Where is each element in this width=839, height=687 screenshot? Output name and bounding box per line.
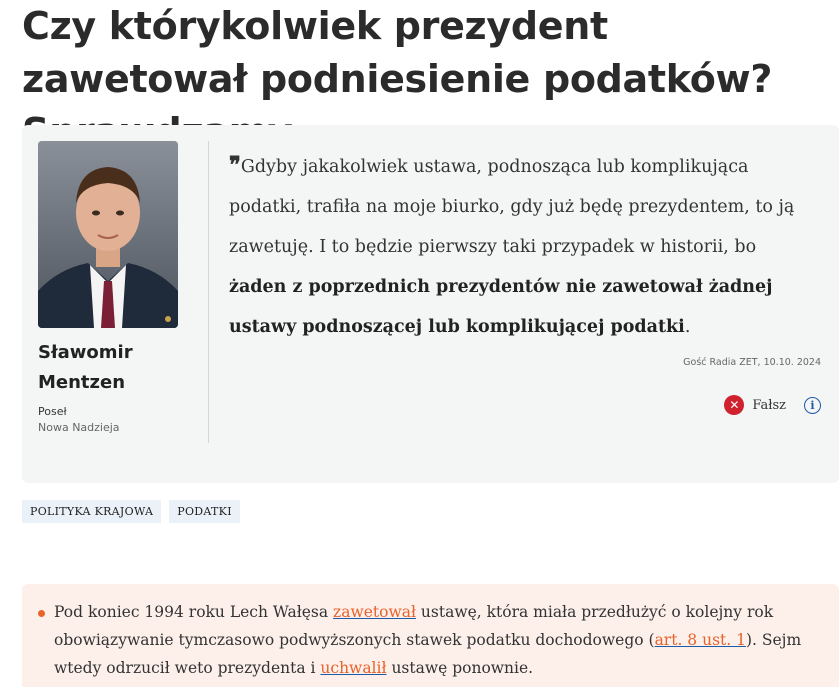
quote-end: . bbox=[684, 317, 691, 337]
finding-text: ustawę, która miała przedłużyć o kolejny rok obowiązywanie tymczasowo podwyższonych stawek podatku dochodowego ( bbox=[54, 603, 774, 649]
verdict-badge bbox=[724, 394, 821, 416]
politician-role: Poseł bbox=[38, 405, 67, 418]
quote-emphasis: żaden z poprzednich prezydentów nie zawetował żadnej ustawy podnoszącej lub komplikującej podatki bbox=[229, 277, 773, 337]
finding-item bbox=[54, 598, 824, 682]
statement-quote bbox=[229, 145, 809, 347]
statement-source: Gość Radia ZET, 10.10. 2024 bbox=[683, 357, 821, 368]
link-zawetowal[interactable]: zawetował bbox=[333, 603, 416, 621]
info-icon[interactable]: i bbox=[804, 397, 821, 414]
link-art-8[interactable]: art. 8 ust. 1 bbox=[654, 631, 746, 649]
tag-polityka-krajowa[interactable]: POLITYKA KRAJOWA bbox=[22, 500, 161, 523]
bullet-icon bbox=[38, 610, 45, 617]
false-verdict-icon: ✕ bbox=[724, 395, 744, 415]
finding-text: ustawę ponownie. bbox=[386, 659, 534, 677]
tag-list bbox=[22, 500, 240, 523]
quote-text: Gdyby jakakolwiek ustawa, podnosząca lub komplikująca podatki, trafiła na moje biurko, gdy już będę prezydentem, to ją zawetuję. I to będzie pierwszy taki przypadek w historii, bo bbox=[229, 157, 795, 257]
verdict-label: Fałsz bbox=[752, 397, 786, 413]
card-divider bbox=[208, 141, 209, 443]
politician-photo bbox=[38, 141, 178, 328]
finding-text: Pod koniec 1994 roku Lech Wałęsa bbox=[54, 603, 334, 621]
statement-card bbox=[22, 125, 839, 483]
tag-podatki[interactable]: PODATKI bbox=[169, 500, 240, 523]
finding-text: ). Sejm wtedy odrzucił weto prezydenta i bbox=[54, 631, 802, 677]
quote-mark-icon: ❞ bbox=[229, 152, 241, 178]
politician-party: Nowa Nadzieja bbox=[38, 421, 120, 434]
link-uchwalil[interactable]: uchwalił bbox=[320, 659, 387, 677]
article-title: Czy którykolwiek prezydent zawetował podniesienie podatków? bbox=[22, 4, 773, 101]
politician-name[interactable]: Sławomir Mentzen bbox=[38, 342, 133, 393]
findings-box bbox=[22, 584, 839, 687]
